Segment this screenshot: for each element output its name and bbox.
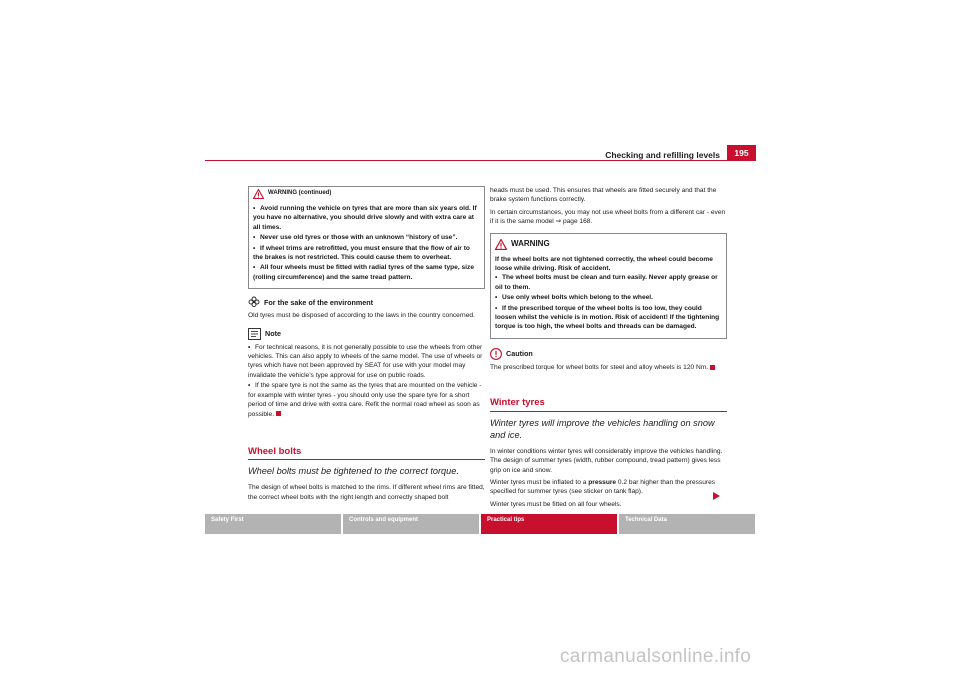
end-of-section-icon bbox=[276, 411, 281, 416]
winter-tyres-para-2-b: 0.2 bar higher than the pressures specified for summer tyres (see sticker on tank flap). bbox=[490, 478, 716, 496]
environment-heading bbox=[248, 296, 485, 308]
warning-item bbox=[253, 263, 480, 282]
winter-tyres-para-2-a: Winter tyres must be inflated to a bbox=[490, 478, 589, 486]
note-icon bbox=[248, 328, 261, 340]
caution-heading-text: Caution bbox=[506, 349, 533, 359]
caution-text bbox=[490, 363, 727, 372]
note-item-text: If the spare tyre is not the same as the tyres that are mounted on the vehicle - for example with winter tyres - you should only use the spare tyre for a short period of time and drive with extra care. Refit the normal road wheel as soon as possible. bbox=[248, 382, 482, 418]
note-item bbox=[248, 343, 485, 381]
winter-tyres-subtitle: Winter tyres will improve the vehicles handling on snow and ice. bbox=[490, 417, 715, 440]
footer-tab-controls-and-equipment[interactable]: Controls and equipment bbox=[343, 514, 479, 534]
environment-heading-text: For the sake of the environment bbox=[264, 297, 374, 307]
left-column bbox=[248, 186, 485, 505]
caution-heading bbox=[490, 348, 727, 360]
page-number: 195 bbox=[727, 145, 756, 161]
winter-tyres-para-3: Winter tyres must be fitted on all four wheels. bbox=[490, 500, 622, 508]
page-header-title: Checking and refilling levels bbox=[605, 150, 720, 160]
continue-arrow-icon bbox=[713, 492, 720, 500]
note-heading-text: Note bbox=[265, 328, 281, 338]
bullet: • bbox=[253, 234, 256, 242]
winter-tyres-title: Winter tyres bbox=[490, 398, 727, 411]
note-heading bbox=[248, 328, 485, 340]
warning-item bbox=[253, 204, 480, 232]
warning-item-text: The wheel bolts must be clean and turn easily. Never apply grease or oil to them. bbox=[495, 274, 718, 291]
caution-text-body: The prescribed torque for wheel bolts for steel and alloy wheels is 120 Nm. bbox=[490, 363, 709, 371]
warning-item-text: If wheel trims are retrofitted, you must ensure that the flow of air to the brakes is not restricted. This could cause them to overheat. bbox=[253, 244, 470, 262]
bullet: • bbox=[253, 264, 256, 272]
wheel-bolts-continued-text: heads must be used. This ensures that wheels are fitted securely and that the brake system functions correctly. bbox=[490, 187, 717, 204]
footer-tab-technical-data[interactable]: Technical Data bbox=[619, 514, 755, 534]
flower-icon bbox=[248, 296, 260, 308]
warning-item bbox=[495, 293, 722, 302]
warning-item-text: Never use old tyres or those with an unknown “history of use”. bbox=[260, 234, 458, 242]
warning-heading bbox=[495, 239, 722, 250]
environment-text: Old tyres must be disposed of according to the laws in the country concerned. bbox=[248, 312, 475, 320]
watermark: carmanualsonline.info bbox=[560, 646, 752, 667]
warning-item bbox=[253, 233, 480, 242]
note-item bbox=[248, 381, 485, 419]
winter-tyres-para-2-bold: pressure bbox=[588, 478, 617, 486]
warning-continued-box bbox=[248, 186, 485, 289]
winter-tyres-para-1: In winter conditions winter tyres will considerably improve the vehicles handling. The design of summer tyres (width, rubber compound, tread pattern) gives less grip on ice and snow. bbox=[490, 447, 723, 474]
warning-item bbox=[495, 273, 722, 292]
warning-triangle-icon bbox=[253, 189, 264, 199]
warning-item-text: Avoid running the vehicle on tyres that are more than six years old. If you have no alternative, you should drive slowly and with extra care at all times. bbox=[253, 205, 477, 231]
wheel-bolts-title: Wheel bolts bbox=[248, 447, 485, 460]
wheel-bolts-subtitle: Wheel bolts must be tightened to the correct torque. bbox=[248, 466, 459, 477]
bullet: • bbox=[248, 343, 251, 351]
warning-continued-label: WARNING (continued) bbox=[268, 190, 332, 197]
warning-continued-heading bbox=[253, 189, 480, 199]
winter-tyres-para-2 bbox=[490, 478, 727, 497]
bullet: • bbox=[495, 294, 498, 302]
bullet: • bbox=[495, 304, 498, 312]
bullet: • bbox=[253, 244, 256, 252]
warning-item bbox=[253, 244, 480, 263]
warning-item-text: All four wheels must be fitted with radial tyres of the same type, size (rolling circumference) and the same tread pattern. bbox=[253, 264, 474, 281]
footer-nav bbox=[205, 514, 755, 534]
wheel-bolts-text: The design of wheel bolts is matched to the rims. If different wheel rims are fitted, the correct wheel bolts with the right length and correctly shaped bolt bbox=[248, 484, 485, 501]
header-rule bbox=[205, 160, 755, 161]
wheel-bolts-crossref-text: In certain circumstances, you may not use wheel bolts from a different car - even if it is the same model ⇒ page 168. bbox=[490, 208, 726, 226]
end-of-section-icon bbox=[710, 365, 715, 370]
warning-triangle-icon bbox=[495, 239, 507, 250]
warning-intro: If the wheel bolts are not tightened correctly, the wheel could become loose while driving. Risk of accident. bbox=[495, 255, 713, 273]
right-column bbox=[490, 186, 727, 512]
warning-heading-text: WARNING bbox=[511, 239, 550, 249]
bullet: • bbox=[248, 382, 251, 390]
warning-item-text: If the prescribed torque of the wheel bolts is too low, they could loosen whilst the vehicle is in motion. Risk of accident! If the tightening torque is too high, the wheel bolts and threads can be damaged. bbox=[495, 304, 720, 331]
bullet: • bbox=[253, 205, 256, 212]
note-item-text: For technical reasons, it is not generally possible to use the wheels from other vehicles. This can also apply to wheels of the same model. The use of wheels or tyres which have not been approved by SEAT for use with your model may invalidate the vehicle’s type approval for use on public roads. bbox=[248, 343, 483, 379]
bullet: • bbox=[495, 274, 498, 282]
warning-box bbox=[490, 233, 727, 339]
footer-tab-safety-first[interactable]: Safety First bbox=[205, 514, 341, 534]
footer-tab-practical-tips[interactable]: Practical tips bbox=[481, 514, 617, 534]
warning-item bbox=[495, 304, 722, 332]
caution-icon bbox=[490, 348, 502, 360]
warning-item-text: Use only wheel bolts which belong to the wheel. bbox=[502, 294, 653, 302]
